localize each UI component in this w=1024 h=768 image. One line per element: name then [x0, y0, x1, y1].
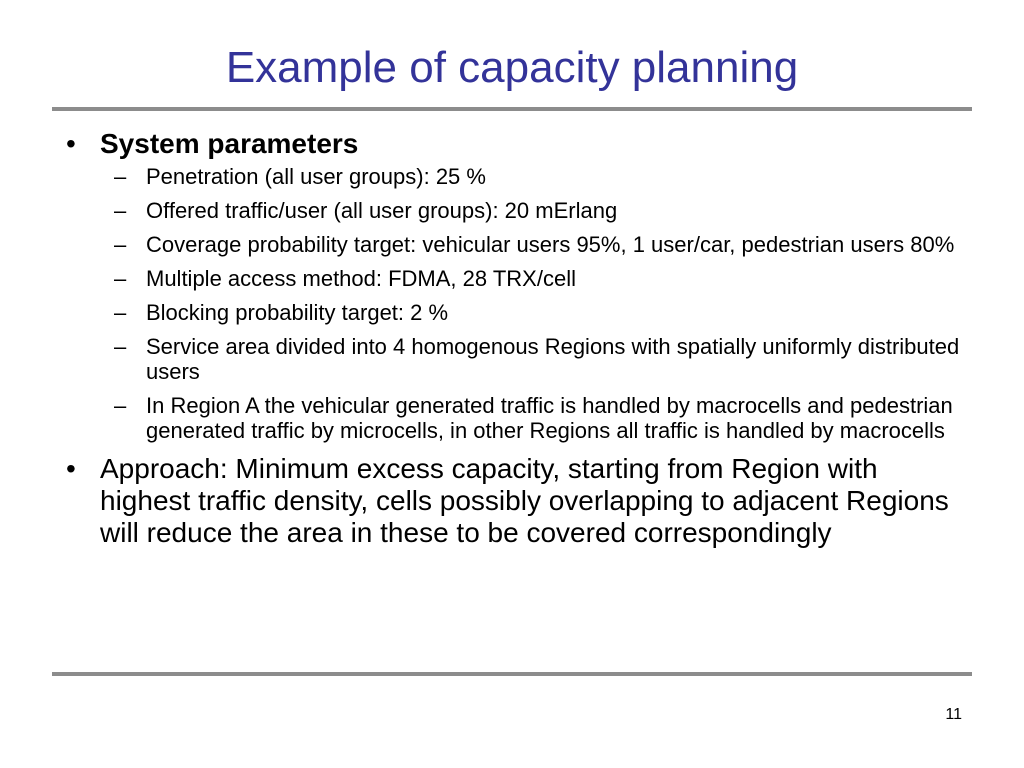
sub-item-text: Blocking probability target: 2 % — [146, 300, 449, 325]
slide-title: Example of capacity planning — [225, 43, 799, 92]
dash-icon: – — [114, 232, 127, 257]
bullet-text: System parameters — [100, 128, 359, 159]
bullet-icon: • — [66, 453, 76, 484]
sub-item — [66, 334, 966, 384]
sub-item — [66, 300, 966, 325]
sub-item-text: In Region A the vehicular generated traffic is handled by macrocells and pedestrian generated traffic by microcells, in other Regions all traffic is handled by macrocells — [146, 393, 953, 443]
bullet-icon: • — [66, 128, 76, 159]
bullet-text: Approach: Minimum excess capacity, starting from Region with highest traffic density, cells possibly overlapping to adjacent Regions will reduce the area in these to be covered correspondingly — [100, 453, 949, 548]
dash-icon: – — [114, 266, 127, 291]
dash-icon: – — [114, 164, 127, 189]
bullet-system-parameters — [66, 128, 966, 160]
page-number: 11 — [945, 706, 962, 723]
sub-item — [66, 198, 966, 223]
sub-item-text: Multiple access method: FDMA, 28 TRX/cell — [146, 266, 576, 291]
title-divider — [52, 107, 972, 111]
sub-item — [66, 232, 966, 257]
bullet-approach — [66, 453, 966, 549]
sub-item-text: Offered traffic/user (all user groups): 20 mErlang — [146, 198, 618, 223]
sub-item — [66, 266, 966, 291]
slide-body — [66, 128, 966, 549]
sub-item-text: Penetration (all user groups): 25 % — [146, 164, 486, 189]
dash-icon: – — [114, 198, 127, 223]
sub-item — [66, 164, 966, 189]
footer-divider — [52, 672, 972, 676]
sub-item-text: Service area divided into 4 homogenous Regions with spatially uniformly distributed users — [146, 334, 960, 384]
sub-item-text: Coverage probability target: vehicular users 95%, 1 user/car, pedestrian users 80% — [146, 232, 955, 257]
sub-list — [66, 164, 966, 443]
dash-icon: – — [114, 393, 127, 418]
dash-icon: – — [114, 334, 127, 359]
sub-item — [66, 393, 966, 443]
dash-icon: – — [114, 300, 127, 325]
